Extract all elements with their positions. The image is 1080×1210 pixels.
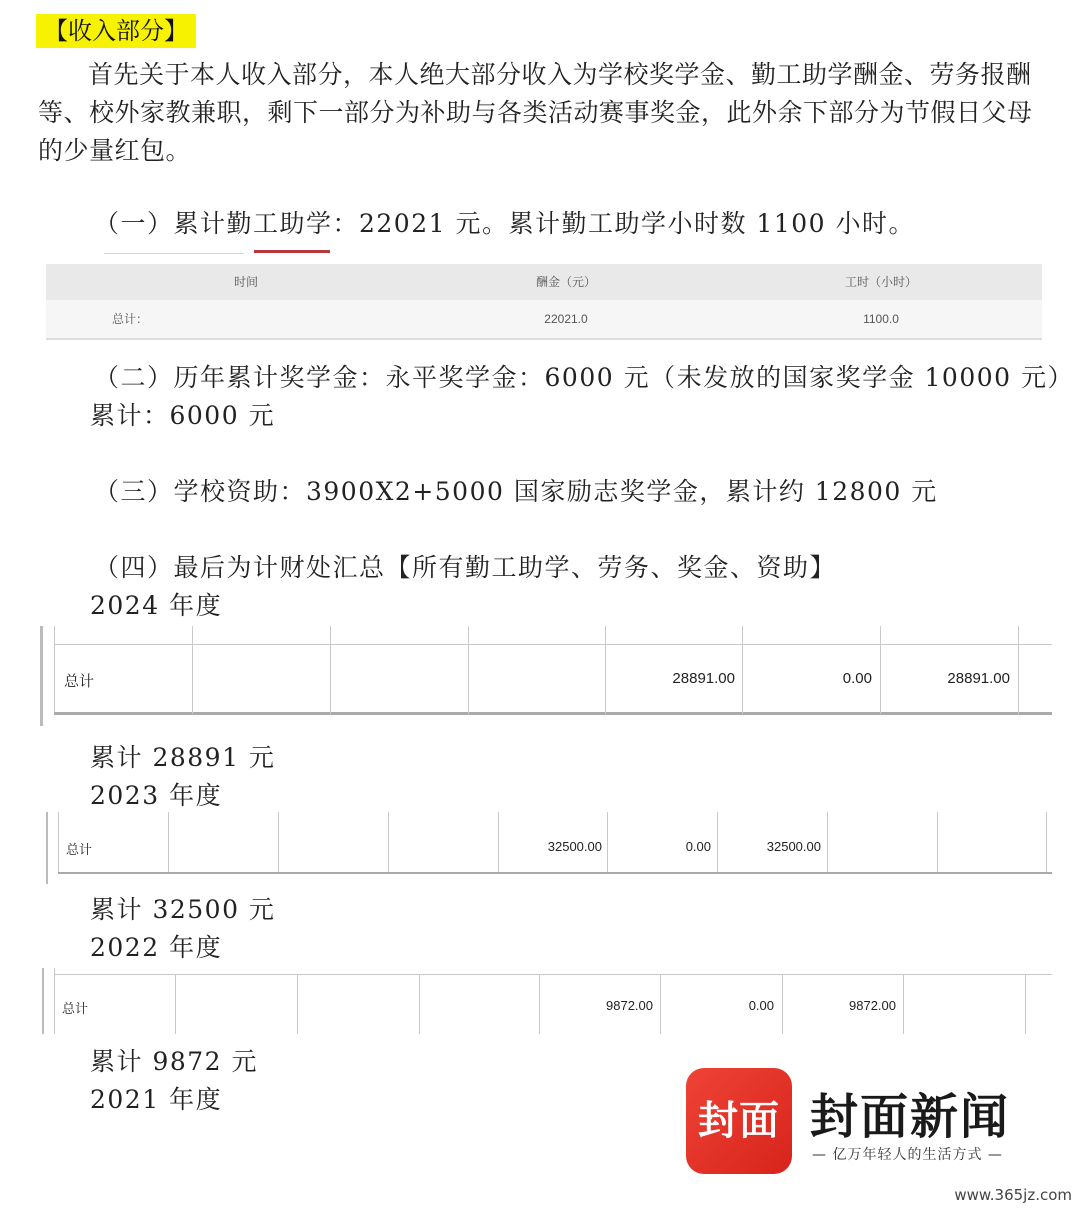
cell-value-1: 32500.00: [547, 839, 602, 854]
intro-paragraph: 首先关于本人收入部分，本人绝大部分收入为学校奖学金、勤工助学酬金、劳务报酬等、校外家教兼职，剩下一部分为补助与各类活动赛事奖金，此外余下部分为节假日父母的少量红包。: [38, 60, 1033, 165]
column-divider: [297, 974, 298, 1034]
tab-underline-inactive: [104, 253, 244, 254]
year-2024-label: 2024 年度: [90, 591, 223, 620]
cell-value-3: 9872.00: [849, 998, 896, 1013]
table-header: [46, 264, 1042, 300]
row-label: 总计: [62, 1001, 89, 1016]
tab-underline-active: [254, 250, 330, 253]
column-divider: [1046, 812, 1047, 872]
cell-value-1: 9872.00: [606, 998, 653, 1013]
column-divider: [419, 974, 420, 1034]
column-divider: [330, 626, 331, 714]
header-time: 时间: [233, 275, 258, 289]
header-hours: 工时（小时）: [844, 275, 917, 289]
row-hours: 1100.0: [863, 312, 899, 326]
column-divider: [388, 812, 389, 872]
table-border: [58, 812, 59, 872]
year-2021-label: 2021 年度: [90, 1085, 223, 1114]
cell-value-2: 0.00: [685, 839, 711, 854]
column-divider: [1018, 626, 1019, 714]
year-2023-label: 2023 年度: [90, 781, 223, 810]
finance-table-2022: [42, 968, 1052, 1034]
cell-value-2: 0.00: [748, 998, 774, 1013]
finance-table-2024: [40, 626, 1052, 726]
table-border: [46, 812, 48, 884]
row-pay: 22021.0: [544, 312, 588, 326]
row-label: 总计: [64, 673, 95, 690]
site-watermark: www.365jz.com: [954, 1186, 1072, 1204]
section-1-text: （一）累计勤工助学：22021 元。累计勤工助学小时数 1100 小时。: [94, 209, 915, 238]
cell-value-3: 32500.00: [766, 839, 821, 854]
year-2024-summary: 累计 28891 元: [90, 743, 276, 772]
year-2022-label: 2022 年度: [90, 933, 223, 962]
table-border: [54, 968, 55, 1034]
year-2023-summary: 累计 32500 元: [90, 895, 276, 924]
table-border: [42, 968, 44, 1034]
table-row: [46, 300, 1042, 340]
column-divider: [168, 812, 169, 872]
row-label: 总计: [66, 842, 93, 857]
section-2-total: 累计：6000 元: [90, 401, 276, 430]
cell-value-3: 28891.00: [947, 670, 1010, 687]
column-divider: [175, 974, 176, 1034]
section-3-text: （三）学校资助：3900X2+5000 国家励志奖学金，累计约 12800 元: [94, 477, 938, 506]
cover-news-slogan: — 亿万年轻人的生活方式 —: [812, 1147, 1003, 1163]
cover-news-logo-name: 封面新闻: [810, 1089, 1011, 1145]
column-divider: [1025, 974, 1026, 1034]
row-label: 总计：: [111, 312, 148, 326]
section-2-text: （二）历年累计奖学金：永平奖学金：6000 元（未发放的国家奖学金 10000 元）: [94, 363, 1074, 392]
work-study-table: [46, 264, 1042, 340]
section-4-text: （四）最后为计财处汇总【所有勤工助学、劳务、奖金、资助】: [94, 553, 837, 582]
column-divider: [468, 626, 469, 714]
table-border: [40, 626, 43, 726]
cell-value-1: 28891.00: [672, 670, 735, 687]
section-heading: 【收入部分】: [36, 14, 196, 48]
column-divider: [827, 812, 828, 872]
table-border: [58, 872, 1052, 874]
column-divider: [192, 626, 193, 714]
column-divider: [937, 812, 938, 872]
cell-value-2: 0.00: [842, 670, 872, 687]
table-border: [54, 644, 1052, 645]
column-divider: [903, 974, 904, 1034]
year-2022-summary: 累计 9872 元: [90, 1047, 259, 1076]
cover-news-logo-icon: 封面: [686, 1068, 792, 1174]
header-pay: 酬金（元）: [535, 275, 596, 289]
table-border: [54, 626, 55, 714]
finance-table-2023: [46, 812, 1052, 884]
column-divider: [278, 812, 279, 872]
table-border: [54, 712, 1052, 715]
